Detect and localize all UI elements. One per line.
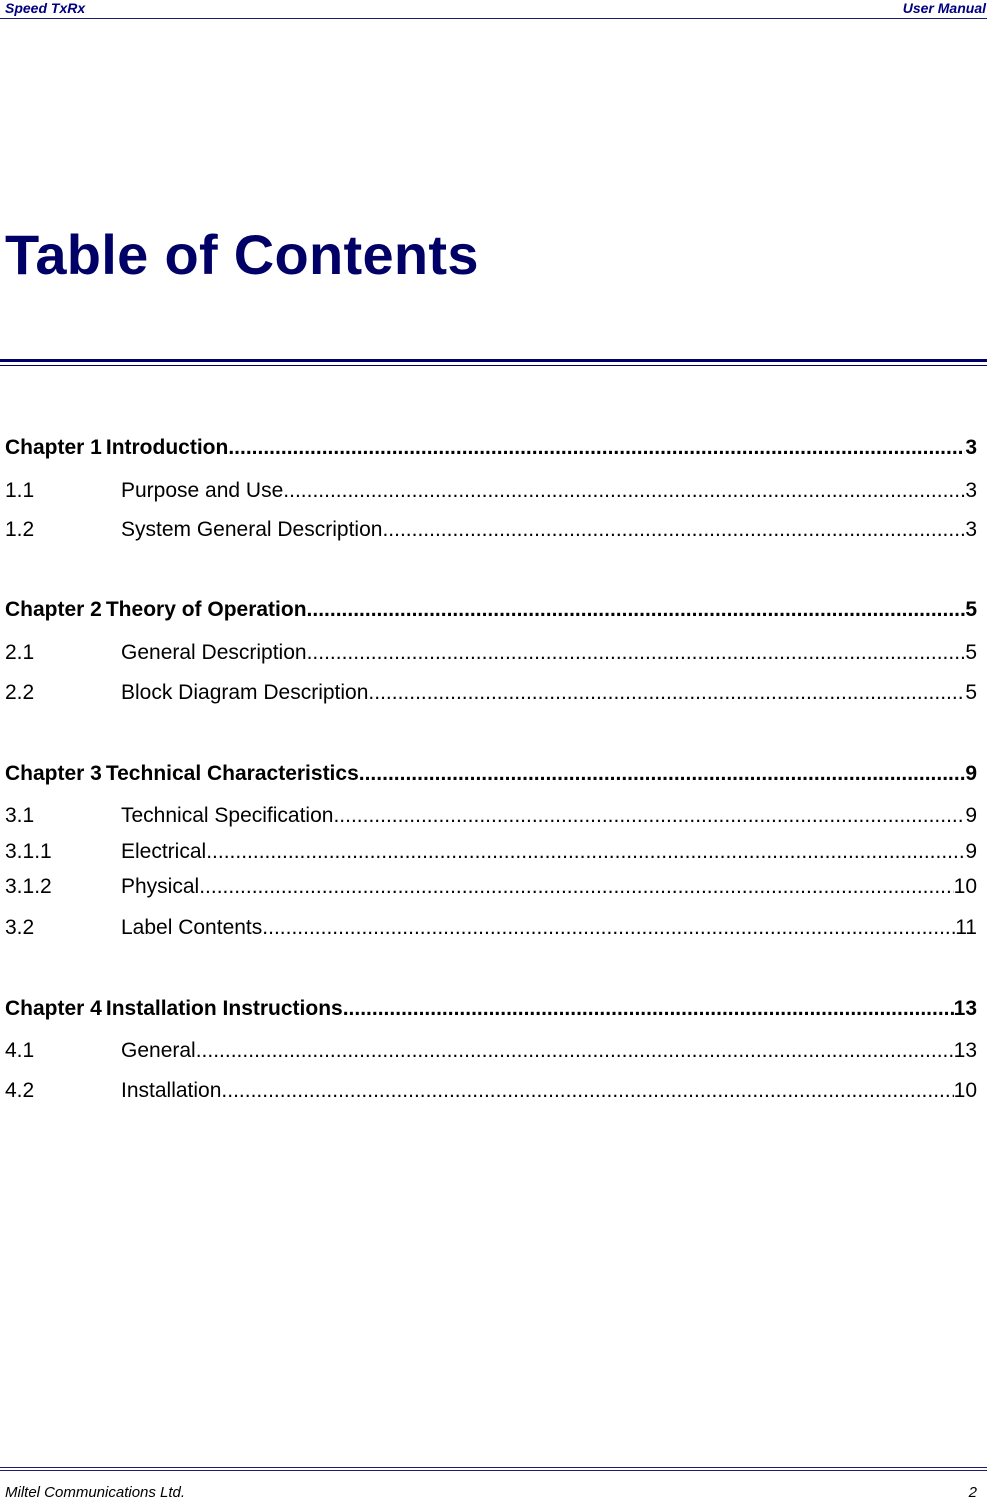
toc-entry-label: Label Contents (121, 916, 263, 939)
toc-leader-dots (221, 1079, 953, 1103)
toc-entry-page: 9 (965, 762, 977, 785)
toc-entry-page: 9 (965, 804, 977, 827)
footer-divider (0, 1467, 987, 1468)
toc-entry-number: 4.1 (5, 1039, 35, 1062)
toc-entry-page: 5 (965, 641, 977, 664)
toc-entry-page: 13 (953, 997, 977, 1020)
toc-entry-label: Technical Characteristics (105, 762, 359, 785)
toc-entry-label: Electrical (121, 840, 207, 863)
footer-company-name: Miltel Communications Ltd. (5, 1484, 186, 1501)
toc-entry-number: Chapter 4 (5, 997, 102, 1020)
toc-leader-dots (368, 681, 965, 705)
toc-entry-1-2[interactable] (5, 518, 977, 544)
toc-entry-label: Theory of Operation (105, 598, 307, 621)
header-document-type: User Manual (902, 0, 986, 16)
toc-entry-number: 3.2 (5, 916, 35, 939)
toc-leader-dots (307, 641, 966, 665)
page-footer (0, 1467, 987, 1505)
toc-entry-3-1[interactable] (5, 804, 977, 830)
toc-entry-page: 13 (953, 1039, 977, 1062)
toc-leader-dots (307, 598, 966, 622)
title-divider (0, 359, 987, 367)
toc-leader-dots (333, 804, 965, 828)
toc-entry-number: 2.1 (5, 641, 35, 664)
toc-entry-3-1-1[interactable] (5, 840, 977, 866)
toc-entry-page: 5 (965, 681, 977, 704)
toc-entry-number: 3.1.2 (5, 875, 52, 898)
toc-entry-page: 11 (955, 916, 977, 939)
toc-entry-1-1[interactable] (5, 479, 977, 505)
toc-leader-dots (283, 479, 965, 503)
toc-leader-dots (343, 997, 954, 1021)
toc-entry-label: Introduction (105, 436, 229, 459)
toc-entry-page: 3 (965, 518, 977, 541)
toc-entry-page: 10 (953, 1079, 977, 1102)
toc-entry-3-1-2[interactable] (5, 875, 977, 901)
toc-leader-dots (206, 840, 965, 864)
toc-entry-label: Installation Instructions (105, 997, 343, 1020)
footer-divider (0, 1470, 987, 1471)
toc-leader-dots (262, 916, 955, 940)
page-number: 2 (968, 1484, 977, 1501)
toc-entry-number: Chapter 1 (5, 436, 102, 459)
toc-entry-chapter-1[interactable] (5, 436, 977, 462)
toc-entry-label: Block Diagram Description (121, 681, 369, 704)
toc-entry-label: Technical Specification (121, 804, 334, 827)
toc-entry-label: General Description (121, 641, 307, 664)
toc-leader-dots (196, 1039, 954, 1063)
toc-entry-number: 3.1.1 (5, 840, 52, 863)
toc-entry-2-1[interactable] (5, 641, 977, 667)
toc-entry-page: 9 (965, 840, 977, 863)
toc-entry-2-2[interactable] (5, 681, 977, 707)
toc-entry-page: 3 (965, 436, 977, 459)
page-title: Table of Contents (5, 223, 479, 286)
toc-entry-4-1[interactable] (5, 1039, 977, 1065)
toc-entry-page: 3 (965, 479, 977, 502)
toc-leader-dots (199, 875, 953, 899)
toc-entry-number: 2.2 (5, 681, 35, 704)
toc-leader-dots (359, 762, 966, 786)
toc-entry-page: 10 (953, 875, 977, 898)
toc-entry-3-2[interactable] (5, 916, 977, 942)
page-header (0, 0, 987, 19)
toc-entry-label: System General Description (121, 518, 383, 541)
toc-entry-number: Chapter 3 (5, 762, 102, 785)
toc-entry-chapter-4[interactable] (5, 997, 977, 1023)
toc-entry-label: Installation (121, 1079, 222, 1102)
toc-entry-number: 4.2 (5, 1079, 35, 1102)
toc-entry-chapter-3[interactable] (5, 762, 977, 788)
toc-entry-label: General (121, 1039, 196, 1062)
toc-leader-dots (382, 518, 965, 542)
toc-entry-chapter-2[interactable] (5, 598, 977, 624)
toc-leader-dots (228, 436, 965, 460)
toc-entry-number: Chapter 2 (5, 598, 102, 621)
toc-entry-4-2[interactable] (5, 1079, 977, 1105)
header-product-name: Speed TxRx (5, 0, 86, 16)
toc-entry-number: 1.1 (5, 479, 35, 502)
toc-entry-page: 5 (965, 598, 977, 621)
toc-entry-number: 3.1 (5, 804, 35, 827)
toc-entry-number: 1.2 (5, 518, 35, 541)
toc-entry-label: Physical (121, 875, 200, 898)
toc-entry-label: Purpose and Use (121, 479, 284, 502)
